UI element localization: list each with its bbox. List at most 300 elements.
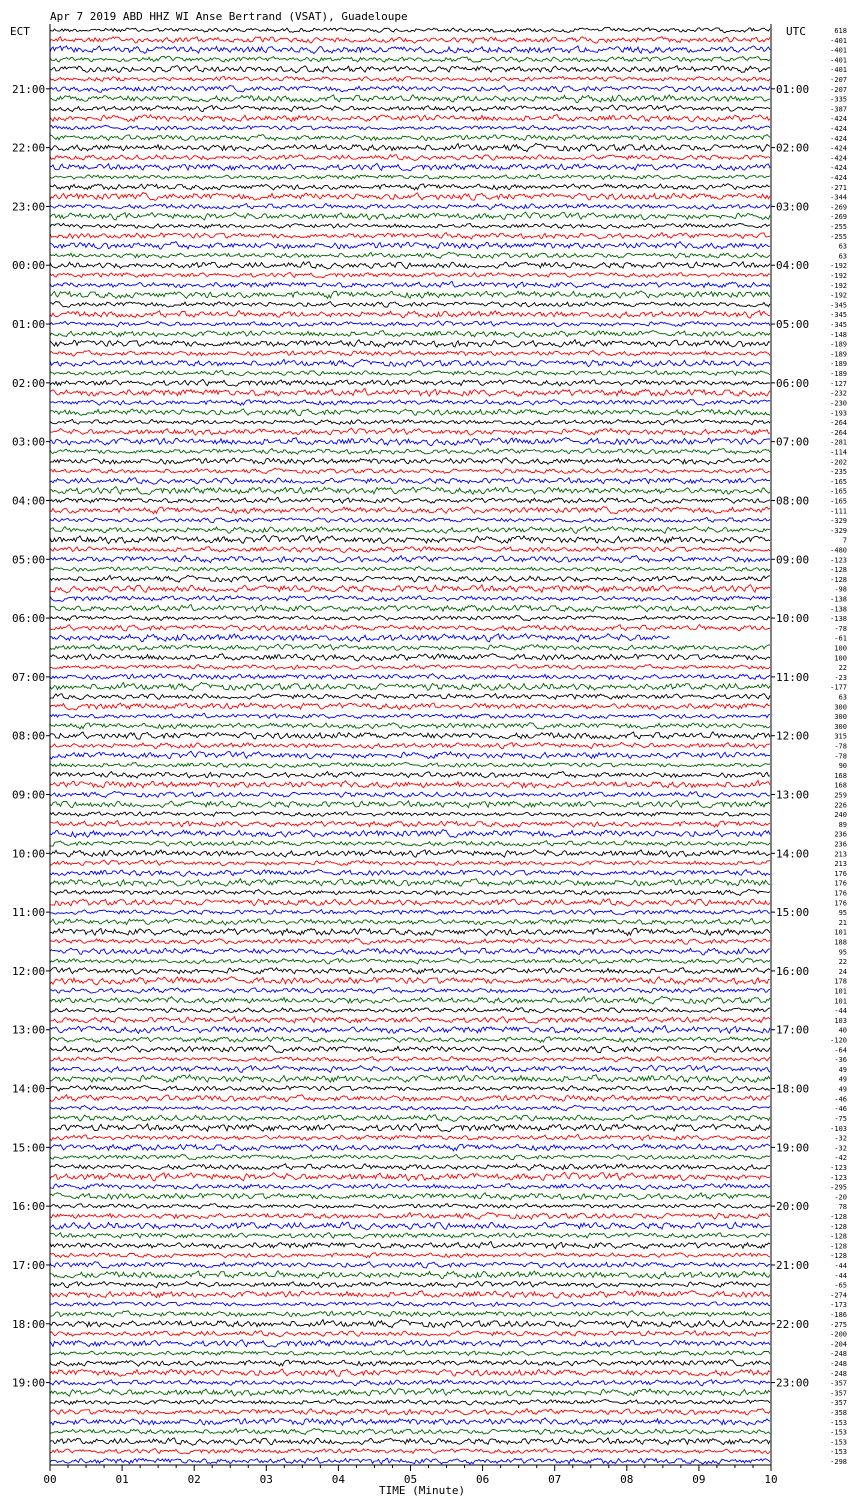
left-hour-label: 08:00 (12, 729, 46, 743)
trace-offset-label: -165 (830, 487, 847, 496)
trace-offset-label: -424 (830, 154, 847, 163)
trace-line (50, 478, 770, 485)
trace-group (50, 27, 770, 1464)
right-hour-label: 16:00 (776, 964, 810, 978)
trace-line (50, 1204, 770, 1209)
trace-offset-label: -98 (834, 585, 847, 594)
trace-line (50, 1340, 770, 1347)
trace-offset-label: 49 (838, 1075, 847, 1084)
trace-offset-label: -120 (830, 1036, 847, 1045)
right-hour-label: 14:00 (776, 847, 810, 861)
trace-offset-label: -232 (830, 389, 847, 398)
trace-line (50, 1008, 770, 1013)
trace-offset-label: -298 (830, 1458, 847, 1466)
left-hour-label: 03:00 (12, 435, 46, 449)
trace-offset-label: -424 (830, 134, 847, 143)
trace-offset-label: -295 (830, 1183, 847, 1192)
trace-offset-label: -189 (830, 370, 847, 378)
trace-offset-label: 100 (834, 654, 847, 663)
trace-line (50, 155, 770, 161)
right-timezone-label: UTC (786, 25, 806, 38)
trace-line (50, 1144, 770, 1151)
trace-line (50, 1184, 770, 1190)
left-hour-label: 16:00 (12, 1200, 46, 1214)
trace-offset-label: -189 (830, 350, 847, 359)
trace-offset-label: -192 (830, 262, 847, 271)
trace-offset-label: -358 (830, 1409, 847, 1417)
trace-offset-label: -345 (830, 301, 847, 310)
trace-line (50, 1281, 770, 1288)
trace-line (50, 703, 770, 710)
trace-offset-label: -207 (830, 76, 847, 84)
trace-line (50, 556, 770, 563)
trace-line (50, 350, 770, 356)
trace-line (50, 682, 770, 690)
trace-line (50, 1164, 770, 1171)
trace-line (50, 527, 770, 534)
trace-offset-label: -424 (830, 144, 847, 153)
x-tick-label: 02 (187, 1473, 201, 1486)
trace-offset-label: 226 (834, 801, 847, 810)
right-hour-label: 20:00 (776, 1200, 810, 1214)
trace-line (50, 1193, 770, 1200)
trace-line (50, 879, 770, 887)
trace-line (50, 105, 770, 112)
right-hour-label: 09:00 (776, 553, 810, 567)
trace-offset-label: 95 (838, 948, 847, 957)
left-hour-label: 02:00 (12, 376, 46, 390)
trace-offset-label: -148 (830, 330, 847, 339)
trace-offset-label: -269 (830, 213, 847, 222)
trace-line (50, 977, 770, 985)
trace-line (50, 1017, 770, 1024)
trace-offset-label: 100 (834, 644, 847, 653)
trace-offset-label: -153 (830, 1448, 847, 1457)
trace-line (50, 762, 770, 768)
trace-offset-label: -255 (830, 232, 847, 241)
trace-line (50, 948, 770, 955)
trace-line (50, 487, 770, 495)
x-axis-label: TIME (Minute) (379, 1484, 466, 1497)
trace-line (50, 428, 770, 435)
trace-offset-label: -103 (830, 1124, 847, 1133)
left-hour-label: 19:00 (12, 1376, 46, 1390)
trace-offset-label: 101 (834, 987, 847, 996)
trace-line (50, 938, 770, 944)
trace-line (50, 340, 770, 348)
trace-line (50, 331, 770, 338)
trace-offset-label: -44 (834, 1262, 847, 1270)
trace-line (50, 1331, 770, 1337)
trace-offset-label: -127 (830, 379, 847, 388)
trace-line (50, 125, 770, 130)
trace-offset-label: -128 (830, 1232, 847, 1241)
right-hour-label: 12:00 (776, 729, 810, 743)
left-hour-label: 12:00 (12, 964, 46, 978)
left-hour-label: 01:00 (12, 318, 46, 331)
left-hour-label: 09:00 (12, 788, 46, 802)
trace-offset-label: -192 (830, 291, 847, 300)
trace-offset-label: -138 (830, 595, 847, 604)
trace-line (50, 1046, 770, 1053)
trace-line (50, 1115, 770, 1121)
x-tick-label: 05 (403, 1473, 418, 1486)
trace-offset-label: -44 (834, 1007, 847, 1016)
trace-offset-label: 7 (842, 536, 847, 545)
trace-line (50, 1418, 770, 1425)
trace-line (50, 468, 770, 474)
trace-offset-label: -165 (830, 477, 847, 486)
trace-line (50, 1360, 770, 1367)
trace-offset-label: -255 (830, 223, 847, 231)
right-hour-label: 18:00 (776, 1082, 810, 1096)
trace-line (50, 1428, 770, 1434)
trace-line (50, 1253, 770, 1258)
trace-offset-label: -329 (830, 517, 847, 526)
trace-line (50, 212, 770, 220)
left-hour-label: 22:00 (12, 141, 46, 155)
x-tick-label: 03 (259, 1473, 273, 1486)
trace-offset-label: -32 (834, 1134, 847, 1143)
trace-offset-label: -61 (834, 634, 847, 643)
trace-line (50, 919, 770, 925)
x-tick-label: 07 (548, 1473, 562, 1486)
trace-offset-label: 63 (838, 252, 847, 261)
trace-line (50, 870, 770, 877)
trace-offset-label: -123 (830, 1164, 847, 1172)
trace-offset-label: -401 (830, 36, 847, 45)
trace-offset-label: -75 (834, 1115, 847, 1123)
trace-offset-label: -23 (834, 673, 847, 682)
trace-line (50, 1438, 770, 1445)
trace-line (50, 988, 770, 994)
trace-line (50, 723, 770, 730)
right-hour-label: 06:00 (776, 376, 810, 390)
trace-line (50, 281, 770, 288)
trace-line (50, 1105, 770, 1111)
trace-offset-label: -128 (830, 575, 847, 584)
trace-offset-label: -128 (830, 1213, 847, 1221)
trace-offset-label: -357 (830, 1389, 847, 1398)
trace-line (50, 1124, 770, 1132)
trace-offset-label: -424 (830, 174, 847, 182)
trace-line (50, 380, 770, 387)
trace-offset-label: -274 (830, 1291, 847, 1300)
left-hour-label: 14:00 (12, 1082, 46, 1096)
trace-line (50, 751, 770, 759)
right-hour-label: 05:00 (776, 318, 810, 331)
left-hour-label: 18:00 (12, 1317, 46, 1331)
x-tick-label: 00 (43, 1473, 57, 1486)
trace-offset-label: -153 (830, 1428, 847, 1437)
trace-line (50, 1065, 770, 1072)
left-hour-label: 00:00 (12, 259, 46, 273)
trace-offset-label: 188 (834, 938, 847, 947)
trace-line (50, 654, 770, 662)
trace-offset-label: -138 (830, 615, 847, 624)
trace-offset-label: -344 (830, 193, 847, 202)
x-tick-label: 10 (764, 1473, 778, 1486)
trace-line (50, 1350, 770, 1355)
trace-offset-label: 22 (838, 958, 847, 967)
trace-offset-label: -357 (830, 1379, 847, 1388)
trace-line (50, 605, 770, 612)
trace-offset-label: 101 (834, 997, 847, 1006)
trace-line (50, 1242, 770, 1249)
trace-offset-label: -269 (830, 203, 847, 212)
trace-offset-label: 95 (838, 909, 847, 918)
trace-line (50, 743, 770, 749)
trace-line (50, 958, 770, 964)
trace-offset-label: -78 (834, 752, 847, 761)
trace-offset-label: -248 (830, 1360, 847, 1368)
trace-line (50, 1409, 770, 1415)
trace-line (50, 772, 770, 779)
trace-offset-label: 176 (834, 889, 847, 898)
right-hour-label: 22:00 (776, 1317, 810, 1331)
trace-offset-label: -202 (830, 458, 847, 467)
trace-offset-label: -480 (830, 546, 847, 555)
trace-offset-label: 90 (838, 762, 847, 771)
trace-offset-label: -271 (830, 183, 847, 192)
trace-line (50, 928, 770, 935)
trace-offset-label: -204 (830, 1340, 847, 1349)
trace-line (50, 801, 770, 808)
left-hour-label: 15:00 (12, 1141, 46, 1155)
trace-line (50, 27, 770, 33)
trace-offset-label: -165 (830, 497, 847, 506)
trace-offset-label: 78 (838, 1203, 847, 1212)
trace-line (50, 1026, 770, 1034)
left-hour-label: 17:00 (12, 1259, 46, 1272)
trace-offset-label: -424 (830, 125, 847, 133)
trace-line (50, 66, 770, 73)
trace-line (50, 56, 770, 62)
trace-offset-label: 24 (838, 967, 847, 976)
trace-offset-label: -401 (830, 56, 847, 65)
right-hour-label: 13:00 (776, 788, 810, 802)
trace-line (50, 76, 770, 81)
trace-offset-label: -189 (830, 340, 847, 349)
trace-line (50, 371, 770, 376)
trace-offset-label: -329 (830, 526, 847, 535)
trace-offset-label: -275 (830, 1320, 847, 1329)
trace-offset-label: -65 (834, 1281, 847, 1290)
trace-offset-label: -128 (830, 1242, 847, 1251)
right-hour-label: 15:00 (776, 906, 810, 920)
trace-offset-label: 213 (834, 860, 847, 869)
trace-line (50, 575, 770, 582)
trace-line (50, 85, 770, 92)
right-hour-label: 08:00 (776, 494, 810, 508)
trace-line (50, 1037, 770, 1042)
trace-line (50, 781, 770, 789)
trace-offset-label: -64 (834, 1046, 847, 1055)
trace-line (50, 1302, 770, 1307)
trace-line (50, 899, 770, 906)
trace-line (50, 566, 770, 571)
left-hour-label: 07:00 (12, 670, 46, 684)
trace-line (50, 262, 770, 269)
trace-offset-label: -189 (830, 360, 847, 369)
trace-line (50, 1449, 770, 1454)
trace-line (50, 507, 770, 514)
trace-offset-label: 168 (834, 781, 847, 790)
trace-line (50, 321, 770, 327)
trace-line (50, 889, 770, 895)
trace-line (50, 311, 770, 318)
trace-offset-label: -44 (834, 1271, 847, 1280)
trace-offset-label: -138 (830, 605, 847, 614)
trace-offset-label: 259 (834, 791, 847, 800)
left-hour-label: 11:00 (12, 906, 46, 920)
trace-line (50, 732, 770, 739)
trace-line (50, 644, 770, 650)
trace-offset-label: -401 (830, 66, 847, 75)
trace-offset-label: -281 (830, 438, 847, 447)
trace-line (50, 497, 770, 503)
trace-offset-label: 300 (834, 722, 847, 731)
trace-offset-label: 49 (838, 1065, 847, 1074)
trace-line (50, 664, 770, 669)
trace-offset-label: -264 (830, 428, 847, 437)
trace-line (50, 37, 770, 43)
trace-offset-label: 63 (838, 693, 847, 702)
trace-line (50, 449, 770, 455)
trace-line (50, 713, 770, 718)
trace-offset-label: 21 (838, 918, 847, 927)
trace-offset-label: -177 (830, 683, 847, 692)
trace-line (50, 1400, 770, 1406)
left-hour-label: 23:00 (12, 200, 46, 214)
trace-offset-label: -200 (830, 1330, 847, 1339)
right-hour-label: 23:00 (776, 1376, 810, 1390)
trace-offset-label: -153 (830, 1438, 847, 1447)
trace-line (50, 518, 770, 523)
trace-offset-label: 101 (834, 928, 847, 937)
trace-line (50, 694, 770, 700)
trace-line (50, 291, 770, 299)
trace-line (50, 184, 770, 190)
right-hour-label: 19:00 (776, 1141, 810, 1155)
left-hour-label: 05:00 (12, 553, 46, 567)
trace-line (50, 389, 770, 397)
trace-line (50, 233, 770, 240)
trace-line (50, 46, 770, 54)
trace-line (50, 634, 670, 642)
left-hour-label: 13:00 (12, 1023, 46, 1037)
left-hour-label: 21:00 (12, 82, 46, 96)
right-hour-label: 11:00 (776, 670, 810, 684)
right-hour-label: 17:00 (776, 1023, 810, 1037)
trace-offset-label: -128 (830, 566, 847, 575)
trace-offset-label: -123 (830, 1173, 847, 1182)
trace-offset-label: 618 (834, 27, 847, 35)
trace-line (50, 546, 770, 552)
trace-line (50, 1388, 770, 1396)
trace-line (50, 252, 770, 258)
trace-offset-label: 236 (834, 830, 847, 839)
trace-line (50, 821, 770, 828)
trace-line (50, 841, 770, 847)
trace-offset-label: 168 (834, 771, 847, 780)
trace-line (50, 585, 770, 593)
left-timezone-label: ECT (10, 25, 30, 38)
trace-line (50, 909, 770, 914)
trace-line (50, 1271, 770, 1279)
trace-offset-label: -111 (830, 507, 847, 516)
trace-offset-label: 213 (834, 850, 847, 859)
trace-offset-label: -46 (834, 1105, 847, 1114)
trace-line (50, 419, 770, 424)
trace-line (50, 1291, 770, 1299)
trace-offset-label: 176 (834, 869, 847, 878)
trace-line (50, 193, 770, 201)
trace-line (50, 174, 770, 179)
trace-line (50, 242, 770, 250)
x-tick-label: 04 (331, 1473, 346, 1486)
trace-line (50, 458, 770, 465)
chart-title: Apr 7 2019 ABD HHZ WI Anse Bertrand (VSAT), Guadeloupe (50, 10, 408, 23)
trace-offset-label: 49 (838, 1085, 847, 1094)
trace-offset-label: 63 (838, 242, 847, 251)
trace-line (50, 1380, 770, 1386)
trace-offset-label: 89 (838, 820, 847, 829)
trace-offset-label: -235 (830, 468, 847, 477)
trace-line (50, 1075, 770, 1083)
trace-line (50, 1458, 770, 1465)
trace-offset-label: 236 (834, 840, 847, 849)
trace-offset-label: -78 (834, 742, 847, 751)
trace-line (50, 1154, 770, 1159)
trace-offset-label: -114 (830, 448, 847, 457)
trace-offset-label: -424 (830, 164, 847, 173)
trace-offset-label: -401 (830, 46, 847, 55)
trace-line (50, 1057, 770, 1062)
trace-offset-label: -424 (830, 115, 847, 124)
trace-line (50, 535, 770, 543)
trace-offset-label: -192 (830, 272, 847, 280)
trace-offset-label: 315 (834, 732, 847, 741)
left-hour-label: 06:00 (12, 612, 46, 626)
trace-offset-label: -248 (830, 1350, 847, 1359)
trace-offset-label: 176 (834, 899, 847, 908)
trace-line (50, 135, 770, 141)
trace-line (50, 1262, 770, 1268)
trace-line (50, 674, 770, 680)
trace-line (50, 1222, 770, 1230)
right-hour-label: 10:00 (776, 612, 810, 626)
trace-offset-label: 22 (838, 664, 847, 673)
trace-offset-label: 178 (834, 977, 847, 986)
trace-line (50, 1311, 770, 1317)
x-tick-label: 09 (692, 1473, 706, 1486)
trace-offset-label: -128 (830, 1222, 847, 1231)
left-hour-label: 04:00 (12, 494, 46, 508)
trace-offset-label: -153 (830, 1418, 847, 1427)
trace-offset-label: -32 (834, 1144, 847, 1153)
trace-line (50, 143, 770, 151)
trace-offset-label: -345 (830, 311, 847, 320)
trace-offset-label: -173 (830, 1301, 847, 1310)
left-hour-label: 10:00 (12, 847, 46, 861)
trace-offset-label: -192 (830, 281, 847, 290)
trace-offset-label: -264 (830, 419, 847, 428)
trace-line (50, 996, 770, 1004)
trace-offset-label: -123 (830, 556, 847, 565)
x-tick-label: 01 (115, 1473, 129, 1486)
trace-line (50, 204, 770, 210)
